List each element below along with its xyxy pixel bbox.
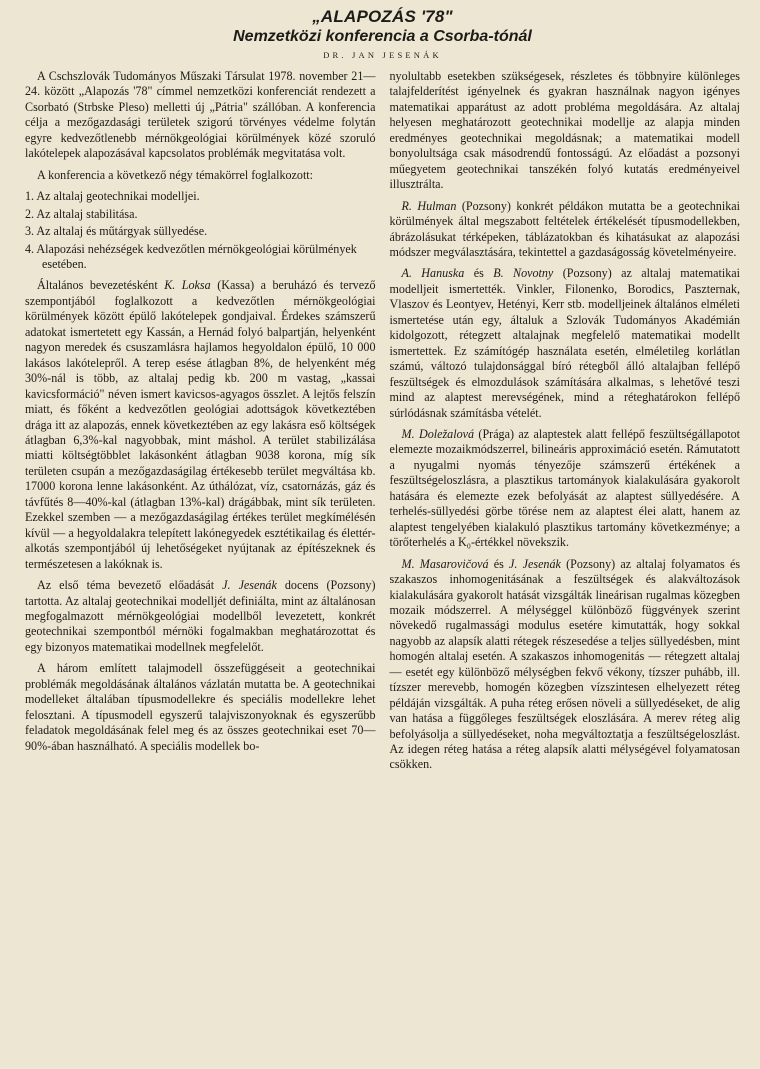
article-body: [25, 69, 740, 779]
speaker-name: J. Jesenák: [509, 556, 561, 571]
topic-item: 1. Az altalaj geotechnikai modelljei.: [25, 189, 200, 204]
paragraph-text: Az első téma bevezető előadását: [37, 578, 223, 593]
topic-item: 4. Alapozási nehézségek kedvezőtlen mérnökgeológiai körülmények esetében.: [25, 241, 357, 271]
article-title: „ALAPOZÁS '78": [312, 7, 453, 26]
topics-list: [25, 189, 376, 272]
article-subtitle: Nemzetközi konferencia a Csorba-tónál: [233, 28, 532, 45]
models-paragraph: A három említett talajmodell összefüggéseit a geotechnikai problémák megoldásának általános vázlatán mutatta be. A geotechnikai modelleket általában típusmodellekre és speciális modellekre lehet felosztani. A típusmodell egyszerű talajviszonyoknak és egyszerűbb feladatok megoldásának felel meg és az összes geotechnikai eset 70—90%-ában használható. A speciális modellek bo-: [25, 661, 376, 753]
masarovicova-jesenak-paragraph: [390, 557, 741, 773]
paragraph-text: (Pozsony) az altalaj folyamatos és szakaszos inhomogenitásának a feszültségek és alakváltozások kialakulására gyakorolt hatását vizsgálták lineárisan rugalmas közegben mozaik módszerrel. A mélységgel különböző függvények szerint növekedő rugalmassági modulus esetére kimutatták, hogy sokkal nagyobb az alapsík alatti rétegek részesedése a teljes süllyedésben, mint homogén altalaj esetén. A szakaszos inhomogenitás — rétegzett altalaj — esetét egy különböző mélységben fekvő vékony, tízszer puhább, ill. tízszer merevebb, homogén közegben vízszintesen elhelyezett réteg példáján vizsgálták. A puha réteg erősen növeli a süllyedéseket, de alig van hatása a függőleges feszültségek eloszlására. A merev réteg alig befolyásolja a süllyedéseket, noha megváltoztatja a feszültségeloszlást. Az idegen réteg hatása a réteg alapsík alatti mélységével folyamatosan csökken.: [389, 556, 741, 772]
speaker-name: M. Doležalová: [401, 426, 475, 441]
speaker-name: A. Hanuska: [401, 266, 465, 281]
paragraph-text: (Kassa) a beruházó és tervező szempontjából foglalkozott a kedvezőtlen mérnökgeológiai körülmények között épülő lakótelepek gondjaival. Érdekes számszerű adatokat ismertetett egy Kassán, a Hernád folyó balpartján, helyenként nagyon meredek és csuszamlásra hajlamos hegyoldalon épülő, 10 000 lakásos lakótelepről. A terep esése átlagban 8%, de helyenként még 30%-nál is több, az altalaj pedig kb. 200 m vastag, „kassai kavicsformáció" néven ismert kavicsos-agyagos összlet. A lejtős felszín miatt, és főként a kedvezőtlen geológiai adottságok következtében drága itt az alapozás, ennek következtében az egy lakásra eső költségek átlagban 6,3%-kal nagyobbak, mint máshol. A terület stabilizálása miatti költségtöbblet lakásonként átlagban 9038 korona, míg sík területen csupán a mezőgazdaságilag értékesebb terület megváltása kb. 17000 korona lenne lakásonként. Az úthálózat, víz, csatornázás, gáz és távfűtés 8—40%-kal (átlagban 13%-kal) drágábbak, mint sík területen. Ezekkel szemben — a mezőgazdaságilag értékes terület megkímélésén kívül — a hegyoldalakra telepített lakónegyedek esztétikailag és élettér-alkotás szempontjából új lehetőségeket nyújtanak az építészeknek és természetesen a lakóknak is.: [25, 278, 376, 571]
article-author: DR. JAN JESENÁK: [323, 50, 442, 60]
jesenak-paragraph: [25, 578, 376, 655]
paragraph-text: (Pozsony) konkrét példákon mutatta be a geotechnikai körülmények által megszabott feltételek értékelését típusmodellekben, ábrázolásukat térképeken, táblázatokban és kihatásukat az alapozási módszer megválasztására, tekintettel a gazdaságosság követelményeire.: [389, 198, 740, 259]
dolezalova-paragraph: [390, 427, 741, 551]
speaker-name: R. Hulman: [401, 198, 457, 213]
hanuska-novotny-paragraph: [390, 266, 741, 421]
paragraph-text: és: [488, 556, 510, 571]
topic-item: 2. Az altalaj stabilitása.: [25, 206, 138, 221]
speaker-name: J. Jesenák: [222, 578, 277, 593]
left-column: [25, 69, 376, 760]
paragraph-text: docens (Pozsony) tartotta. Az altalaj geotechnikai modelljét definiálta, mint az általánosan megfogalmazott mérnökgeológiai modellből levezetett, konkrét geotechnikai szempontból mérnöki fogalmakban meghatározottat és egy bizonyos matematikai modellnek megfelelőt.: [25, 578, 376, 654]
paragraph-text: (Pozsony) az altalaj matematikai modelljeit ismertették. Vinkler, Filonenko, Borodics, Paszternak, Vlaszov és Leontyev, Hetényi, Kerr stb. modelljeinek általános elméleti ismertetése után egy, általuk a Szlovák Tudományos Akadémián kidolgozott, rétegzett altalajnak megfelelő matematikai modellt ismertettek. Ez számítógép használata esetén, elméletileg korlátlan számú, változó tulajdonsággal bíró rétegből álló altalajban fellépő feszültségek és elmozdulások számítására alkalmas, s lehetővé teszi mind az alaptest merevségének, mind a réteghatárokon fellépő súrlódásnak számításba vételét.: [389, 266, 740, 420]
intro-paragraph: A Cschszlovák Tudományos Műszaki Társulat 1978. november 21—24. között „Alapozás '78" címmel nemzetközi konferenciát rendezett a Csorbató (Strbske Pleso) melletti új „Pátria" szállóban. A konferencia célja a mezőgazdasági területek szigorú törvényes védelme folytán egyre kedvezőtlenebb mérnökgeológiai körülmények közé szoruló lakótelepek alapozásával kapcsolatos problémák megvitatása volt.: [25, 69, 376, 161]
paragraph-text: (Prága) az alaptestek alatt fellépő feszültségállapotot elemezte mozaikmódszerrel, bilineáris approximáció esetén. Rámutatott a nyugalmi nyomás tényezője számszerű értékének a feszültségeloszlásra, a plasztikus tartományok kialakulására gyakorolt hatására és elemezte ezek befolyását az alaptest süllyedésére. A terhelés-süllyedési görbe törése nem az alaptest élei alatt, hanem az alaptest tengelyében kialakuló plasztikus tartomány következménye; a törőterhelés a K₀-értékkel növekszik.: [389, 426, 740, 550]
speaker-name: B. Novotny: [493, 266, 554, 281]
right-column: [390, 69, 741, 779]
topics-intro-paragraph: A konferencia a következő négy témakörrel foglalkozott:: [37, 167, 314, 182]
speaker-name: K. Loksa: [164, 278, 211, 293]
speaker-name: M. Masarovičová: [401, 556, 489, 571]
paragraph-text: és: [464, 266, 494, 281]
topic-item: 3. Az altalaj és műtárgyak süllyedése.: [25, 224, 208, 239]
continuation-paragraph: nyolultabb esetekben szükségesek, részletes és többnyire különleges talajfelderítést igényelnek és gyakran használnak nagyon igényes matematikai apparátust az adott probléma megoldására. Az altalaj helyesen meghatározott geotechnikai modellje az alapja minden eredményes geotechnikai megoldásnak; a matematikai modell bonyolultsága csak másodrendű fontosságú. Az előadást a pozsonyi műegyetem geotechnikai tanszékén folyó kutatás eredményeivel illusztrálta.: [389, 69, 740, 192]
hulman-paragraph: [390, 199, 741, 261]
paragraph-text: Általános bevezetésként: [37, 278, 165, 293]
loksa-paragraph: [25, 278, 376, 572]
